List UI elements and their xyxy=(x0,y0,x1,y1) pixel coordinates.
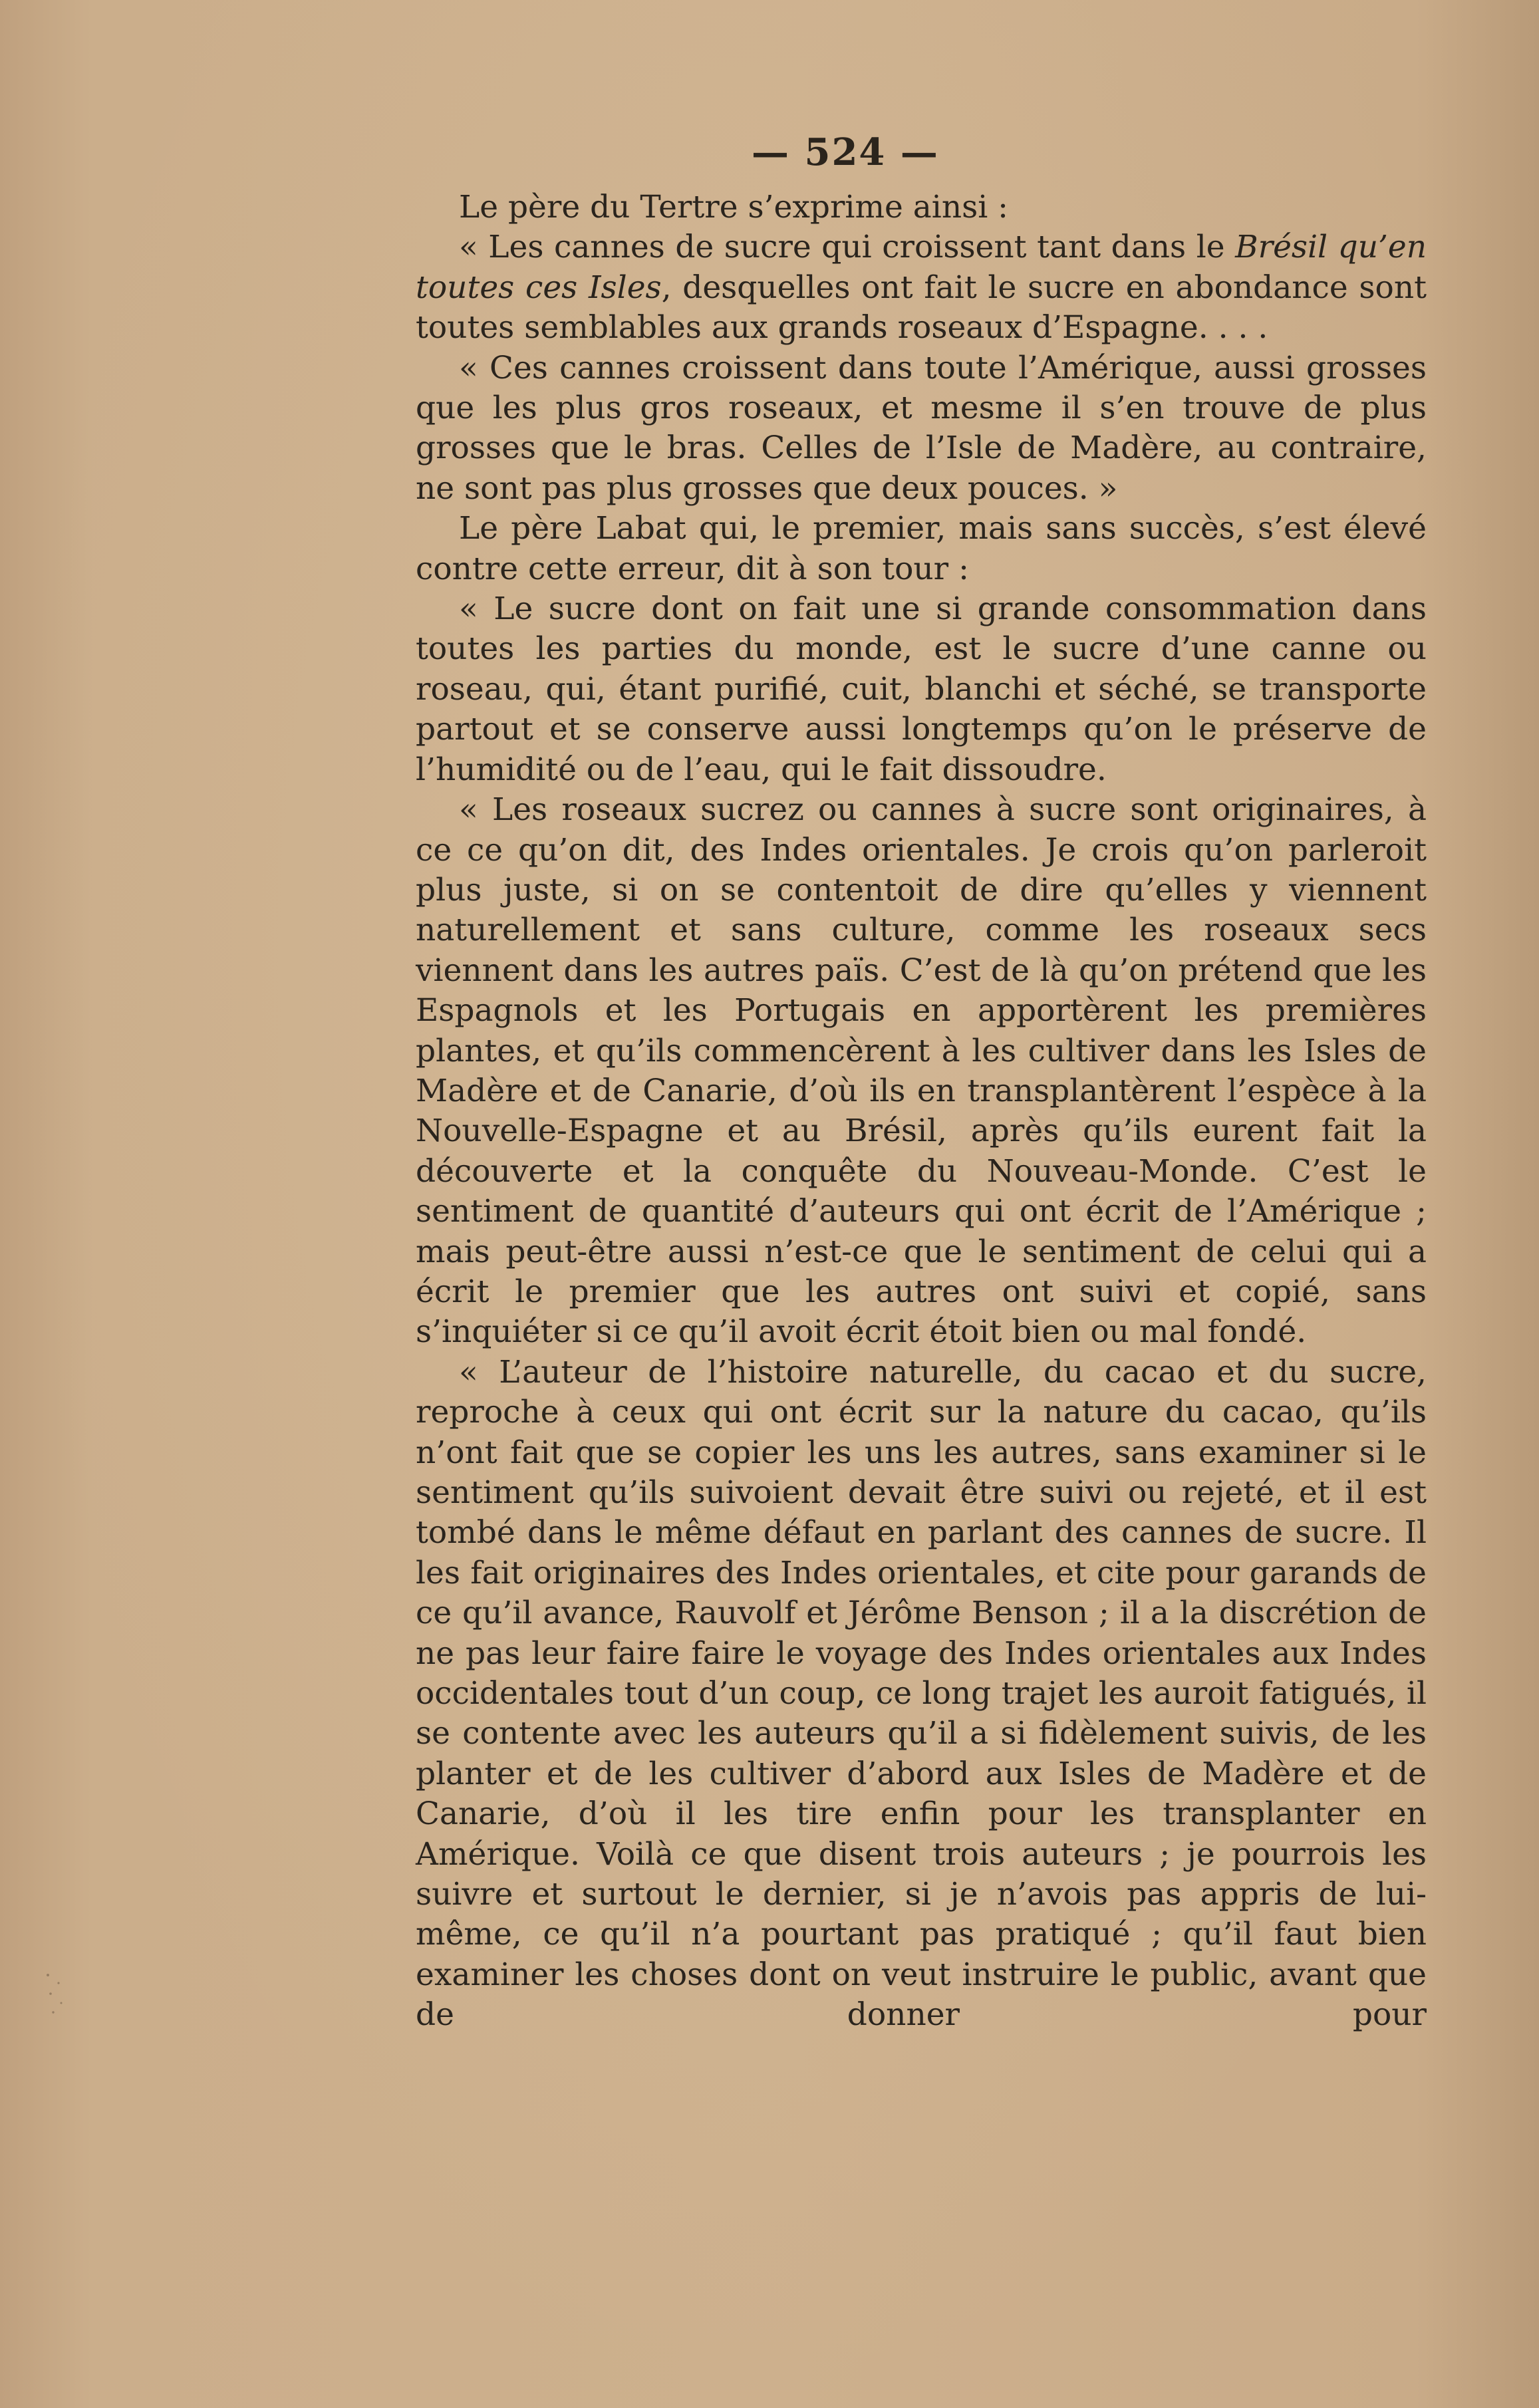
paragraph-5 xyxy=(416,589,1427,790)
paragraph-4 xyxy=(416,509,1427,589)
body-text xyxy=(416,188,1427,2036)
paragraph-7 xyxy=(416,1353,1427,2036)
specks-graphic xyxy=(39,1968,78,2022)
text-segment: , desquelles ont fait le sucre en abondance sont toutes semblables aux grands roseaux d’Espagne. . . . xyxy=(416,269,1427,346)
text-segment: « Le sucre dont on fait une si grande consommation dans toutes les parties du monde, est le sucre d’une canne ou roseau, qui, étant purifié, cuit, blanchi et séché, se transporte partout et se conserve aussi longtemps qu’on le préserve de l’humidité ou de l’eau, qui le fait dissoudre. xyxy=(416,591,1427,788)
text-segment: Le père du Tertre s’exprime ainsi : xyxy=(459,189,1009,225)
paragraph-3 xyxy=(416,348,1427,509)
paragraph-6 xyxy=(416,790,1427,1353)
text-segment: « Ces cannes croissent dans toute l’Amérique, aussi grosses que les plus gros roseaux, et mesme il s’en trouve de plus grosses que le bras. Celles de l’Isle de Madère, au contraire, ne sont pas plus grosses que deux pouces. » xyxy=(416,349,1427,507)
italic-text-segment: Brésil qu’en toutes ces Isles xyxy=(416,229,1427,306)
text-segment: Le père Labat qui, le premier, mais sans succès, s’est élevé contre cette erreur, dit à son tour : xyxy=(416,510,1427,587)
paragraph-1 xyxy=(416,188,1427,227)
page-number: — 524 — xyxy=(752,130,939,174)
text-segment: « Les roseaux sucrez ou cannes à sucre sont originaires, à ce ce qu’on dit, des Indes orientales. Je crois qu’on parleroit plus juste, si on se contentoit de dire qu’elles y viennent naturellement et sans culture, comme les roseaux secs viennent dans les autres païs. C’est de là qu’on prétend que les Espagnols et les Portugais en apportèrent les premières plantes, et qu’ils commencèrent à les cultiver dans les Isles de Madère et de Canarie, d’où ils en transplantèrent l’espèce à la Nouvelle-Espagne et au Brésil, après qu’ils eurent fait la découverte et la conquête du Nouveau-Monde. C’est le sentiment de quantité d’auteurs qui ont écrit de l’Amérique ; mais peut-être aussi n’est-ce que le sentiment de celui qui a écrit le premier que les autres ont suivi et copié, sans s’inquiéter si ce qu’il avoit écrit étoit bien ou mal fondé. xyxy=(416,791,1427,1351)
paragraph-2 xyxy=(416,227,1427,348)
text-segment: « Les cannes de sucre qui croissent tant dans le xyxy=(459,229,1236,266)
margin-specks xyxy=(39,1968,78,2022)
text-segment: « L’auteur de l’histoire naturelle, du cacao et du sucre, reproche à ceux qui ont écrit sur la nature du cacao, qu’ils n’ont fait que se copier les uns les autres, sans examiner si le sentiment qu’ils suivoient devait être suivi ou rejeté, et il est tombé dans le même défaut en parlant des cannes de sucre. Il les fait originaires des Indes orientales, et cite pour garands de ce qu’il avance, Rauvolf et Jérôme Benson ; il a la discrétion de ne pas leur faire faire le voyage des Indes orientales aux Indes occidentales tout d’un coup, ce long trajet les auroit fatigués, il se contente avec les auteurs qu’il a si fidèlement suivis, de les planter et de les cultiver d’abord aux Isles de Madère et de Canarie, d’où il les tire enfin pour les transplanter en Amérique. Voilà ce que disent trois auteurs ; je pourrois les suivre et surtout le dernier, si je n’avois pas appris de lui-même, ce qu’il n’a pourtant pas pratiqué ; qu’il faut bien examiner les choses dont on veut instruire le public, avant que de donner pour xyxy=(416,1353,1427,2034)
